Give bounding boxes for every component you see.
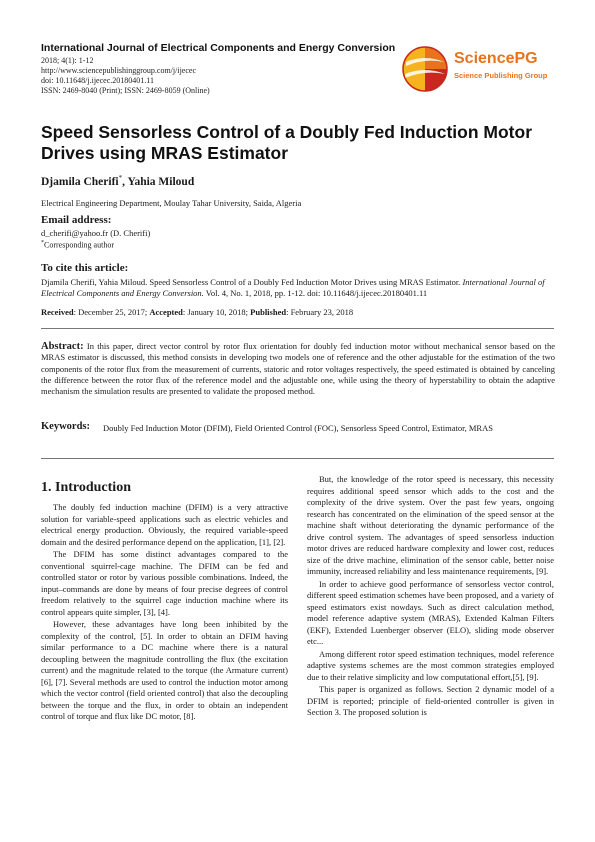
corresponding-note bbox=[41, 240, 114, 250]
keywords-text: Doubly Fed Induction Motor (DFIM), Field Oriented Control (FOC), Sensorless Speed Control, Estimator, MRAS bbox=[103, 423, 493, 433]
paragraph: The DFIM has some distinct advantages compared to the conventional squirrel-cage machine. The DFIM can be fed and controlled stator or rotor by various possible combinations. Indeed, the input–commands are done by means of four precise degrees of control freedom relatively to the squirrel cage induction machine where its control appears quite simpler, [3], [4]. bbox=[41, 549, 288, 617]
paragraph: This paper is organized as follows. Section 2 dynamic model of a DFIM is reported; principle of field-oriented controller is given in Section 3. The proposed solution is bbox=[307, 684, 554, 717]
journal-url[interactable]: http://www.sciencepublishinggroup.com/j/ijecec bbox=[41, 66, 196, 75]
received-date: : December 25, 2017; bbox=[73, 307, 150, 317]
publisher-logo bbox=[400, 44, 552, 102]
logo-name: SciencePG bbox=[454, 50, 538, 67]
article-title: Speed Sensorless Control of a Doubly Fed Induction Motor Drives using MRAS Estimator bbox=[41, 122, 532, 163]
author-separator: , bbox=[122, 175, 128, 188]
accepted-label: Accepted bbox=[149, 307, 183, 317]
paragraph: The doubly fed induction machine (DFIM) is a very attractive solution for variable-speed applications such as electric vehicles and electrical energy production. Obviously, the required variable-speed domain and the desired performance depend on the application, [1], [2]. bbox=[41, 502, 288, 547]
journal-meta bbox=[41, 56, 210, 96]
author-2: Yahia Miloud bbox=[127, 175, 195, 188]
paragraph: However, these advantages have long been inhibited by the complexity of the control, [5]. In order to obtain an DFIM having similar performance to a DC machine where there is a natural decoupling between the magnitude controlling the flux (the excitation current) and the magnitude related to the torque (the Armature current) [6], [7]. Several methods are used to control the induction motor among which the vector control (field oriented control) that also the decoupling between the torque and the flux, in order to obtain an independent control of torque and flux like DC motor, [8]. bbox=[41, 619, 288, 721]
abstract-label: Abstract: bbox=[41, 341, 84, 352]
right-column bbox=[307, 474, 554, 720]
abstract-text: In this paper, direct vector control by rotor flux orientation for doubly fed induction motor without mechanical sensor based on the MRAS estimator is discussed, this method consists in developing two models one of reference and the other adjustable for the estimation of the two components of the rotor flux from the measurement of currents, statoric and rotor voltages respectively, the speed estimated is obtained by canceling the difference between the rotor flux of the reference model and the adjustable one, while using the theory of hyperstability to obtain the adaptive mechanism the simulation results are presented to validate the proposed method. bbox=[41, 341, 555, 396]
journal-issue: 2018; 4(1): 1-12 bbox=[41, 56, 94, 65]
citation-text: Djamila Cherifi, Yahia Miloud. Speed Sensorless Control of a Doubly Fed Induction Motor Drives using MRAS Estimator. bbox=[41, 277, 461, 287]
paragraph: But, the knowledge of the rotor speed is necessary, this necessity requires additional speed sensor which adds to the cost and the complexity of the drive system. Over the past few years, ongoing research has concentrated on the elimination of the speed sensor at the machine shaft without deteriorating the dynamic performance of the drive control system. The advantages of speed sensorless induction motor drives are reduced hardware complexity and lower cost, reduces size of the drive machine, elimination of the sensor cable, better noise immunity, increased reliability and less maintenance requirements, [9]. bbox=[307, 474, 554, 576]
corresponding-text: Corresponding author bbox=[44, 240, 114, 250]
citation-details: Vol. 4, No. 1, 2018, pp. 1-12. doi: 10.11648/j.ijecec.20180401.11 bbox=[205, 288, 428, 298]
left-column bbox=[41, 502, 288, 724]
journal-doi[interactable]: doi: 10.11648/j.ijecec.20180401.11 bbox=[41, 76, 154, 85]
corresponding-mark: * bbox=[41, 240, 44, 246]
citation bbox=[41, 277, 559, 299]
email-address[interactable]: d_cherifi@yahoo.fr (D. Cherifi) bbox=[41, 228, 151, 238]
email-heading: Email address: bbox=[41, 214, 112, 226]
paragraph: In order to achieve good performance of sensorless vector control, different speed estimation schemes have been proposed, and a variety of speed estimators exist nowdays. Such as direct calculation method, model reference adaptive system (MRAS), Extended Kalman Filters (EKF), Extended Luenberger observer (ELO), sliding mode observer etc... bbox=[307, 578, 554, 646]
divider-bottom bbox=[41, 458, 554, 459]
journal-issn: ISSN: 2469-8040 (Print); ISSN: 2469-8059 (Online) bbox=[41, 86, 210, 95]
authors bbox=[41, 174, 194, 188]
sciencepg-globe-icon bbox=[400, 44, 450, 94]
logo-subtitle: Science Publishing Group bbox=[454, 71, 548, 80]
citation-journal: International Journal of Electrical Components and Energy Conversion. bbox=[41, 277, 545, 298]
cite-heading: To cite this article: bbox=[41, 262, 129, 274]
journal-name: International Journal of Electrical Components and Energy Conversion bbox=[41, 42, 396, 54]
keywords-label: Keywords: bbox=[41, 421, 90, 432]
published-label: Published bbox=[250, 307, 287, 317]
abstract bbox=[41, 341, 555, 397]
author-1-mark: * bbox=[118, 174, 123, 182]
divider-top bbox=[41, 328, 554, 329]
paragraph: Among different rotor speed estimation techniques, model reference adaptive systems schemes are the most common strategies employed due to their relative simplicity and low computational effort,[5], [9]. bbox=[307, 648, 554, 682]
published-date: : February 23, 2018 bbox=[286, 307, 354, 317]
affiliation: Electrical Engineering Department, Moulay Tahar University, Saida, Algeria bbox=[41, 198, 302, 208]
received-label: Received bbox=[41, 307, 74, 317]
article-dates bbox=[41, 307, 353, 317]
author-1: Djamila Cherifi bbox=[41, 175, 119, 188]
section-heading: 1. Introduction bbox=[41, 480, 131, 495]
accepted-date: : January 10, 2018; bbox=[182, 307, 251, 317]
